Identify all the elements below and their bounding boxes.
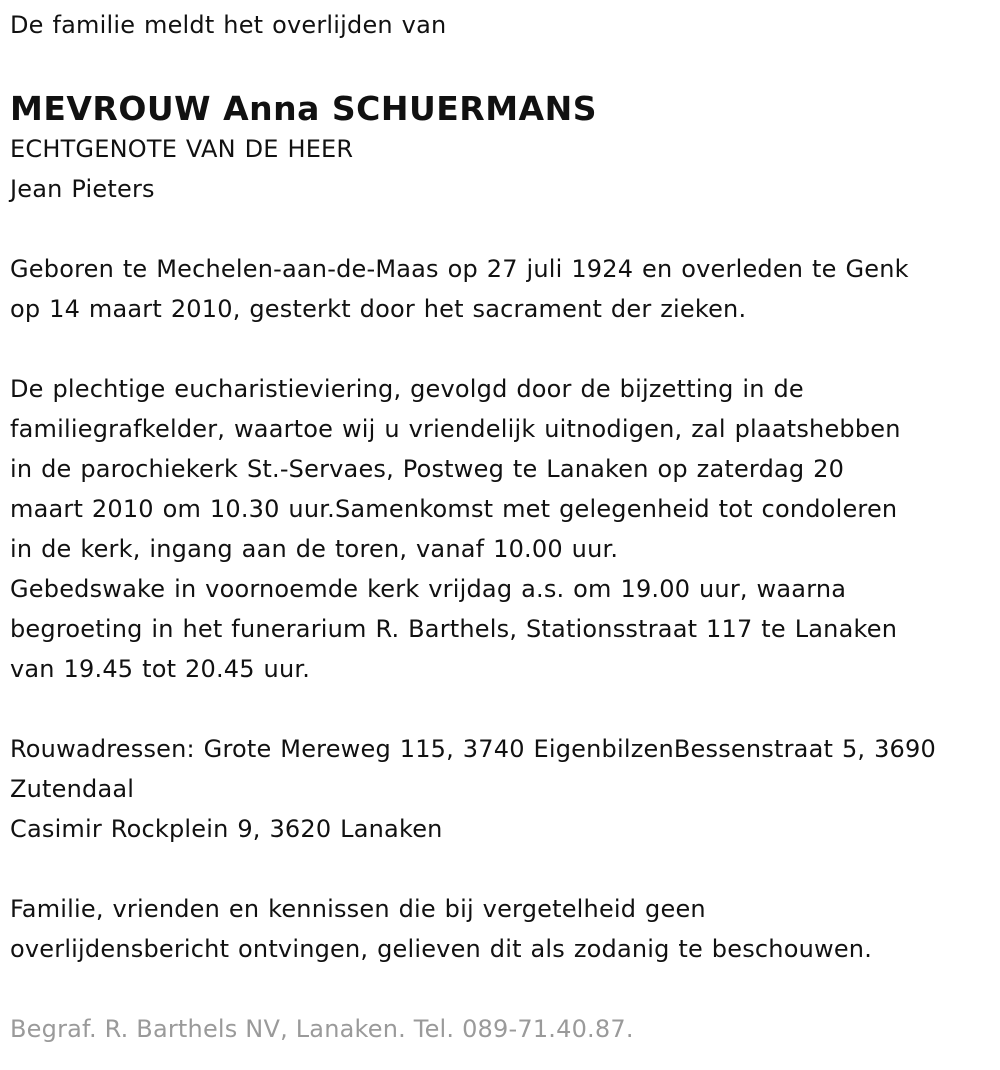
paragraph-line: Zutendaal xyxy=(10,775,135,803)
paragraph-line: in de kerk, ingang aan de toren, vanaf 10.00 uur. xyxy=(10,535,619,563)
notice-paragraph xyxy=(10,889,995,969)
deceased-name: MEVROUW Anna SCHUERMANS xyxy=(10,89,597,128)
paragraph-line: Casimir Rockplein 9, 3620 Lanaken xyxy=(10,815,443,843)
birth-death-paragraph xyxy=(10,249,995,329)
obituary-notice xyxy=(10,0,995,1049)
spacer xyxy=(10,849,995,889)
spouse-name: Jean Pieters xyxy=(10,175,155,203)
paragraph-line: begroeting in het funerarium R. Barthels, Stationsstraat 117 te Lanaken xyxy=(10,615,898,643)
paragraph-line: familiegrafkelder, waartoe wij u vriendelijk uitnodigen, zal plaatshebben xyxy=(10,415,901,443)
spacer xyxy=(10,209,995,249)
paragraph-line: Gebedswake in voornoemde kerk vrijdag a.s. om 19.00 uur, waarna xyxy=(10,575,847,603)
spacer xyxy=(10,969,995,1009)
paragraph-line: maart 2010 om 10.30 uur.Samenkomst met gelegenheid tot condoleren xyxy=(10,495,898,523)
paragraph-line: van 19.45 tot 20.45 uur. xyxy=(10,655,311,683)
paragraph-line: Familie, vrienden en kennissen die bij vergetelheid geen xyxy=(10,895,706,923)
paragraph-line: overlijdensbericht ontvingen, gelieven dit als zodanig te beschouwen. xyxy=(10,935,873,963)
relation-text: ECHTGENOTE VAN DE HEER xyxy=(10,135,354,163)
paragraph-line: Geboren te Mechelen-aan-de-Maas op 27 juli 1924 en overleden te Genk xyxy=(10,255,909,283)
funeral-home-caption: Begraf. R. Barthels NV, Lanaken. Tel. 089-71.40.87. xyxy=(10,1015,634,1043)
intro-text: De familie meldt het overlijden van xyxy=(10,11,447,39)
paragraph-line: in de parochiekerk St.-Servaes, Postweg te Lanaken op zaterdag 20 xyxy=(10,455,845,483)
ceremony-paragraph xyxy=(10,369,995,689)
paragraph-line: De plechtige eucharistieviering, gevolgd door de bijzetting in de xyxy=(10,375,804,403)
addresses-paragraph xyxy=(10,729,995,849)
spacer xyxy=(10,329,995,369)
paragraph-line: Rouwadressen: Grote Mereweg 115, 3740 EigenbilzenBessenstraat 5, 3690 xyxy=(10,735,936,763)
paragraph-line: op 14 maart 2010, gesterkt door het sacrament der zieken. xyxy=(10,295,747,323)
spacer xyxy=(10,689,995,729)
